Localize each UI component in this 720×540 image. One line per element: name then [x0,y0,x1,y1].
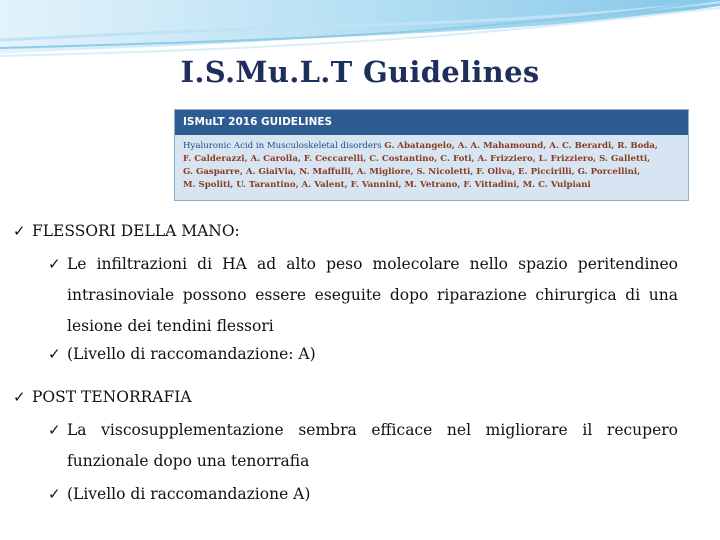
section-text-flessori: ✓ Le infiltrazioni di HA ad alto peso molecolare nello spazio peritendineo intrasinoviale possono essere eseguite dopo riparazione chirurgica di una lesione dei tendini flessori [48,249,678,342]
card-topic: Hyaluronic Acid in Musculoskeletal disorders [183,141,382,151]
section-level-post-tenorrafia: ✓ (Livello di raccomandazione A) [48,479,678,510]
checkmark-icon: ✓ [48,485,61,503]
card-authors-line-3: G. Gasparre, A. GiaiVia, N. Maffulli, A. Migliore, S. Nicoletti, F. Oliva, E. Piccirilli, G. Porcellini, [183,167,641,177]
checkmark-icon: ✓ [13,222,26,240]
section-text-post-tenorrafia: ✓ La viscosupplementazione sembra efficace nel migliorare il recupero funzionale dopo una tenorrafia [48,415,678,477]
checkmark-icon: ✓ [48,345,61,363]
card-header: ISMuLT 2016 GUIDELINES [175,110,688,135]
section-heading-flessori: ✓ FLESSORI DELLA MANO: [13,216,240,247]
card-body [175,135,688,192]
card-authors-line-1: G. Abatangelo, A. A. Mahamound, A. C. Berardi, R. Boda, [384,141,658,151]
guidelines-citation-card [174,109,689,201]
checkmark-icon: ✓ [48,255,61,273]
card-line-1 [183,140,680,153]
checkmark-icon: ✓ [13,388,26,406]
page-title: I.S.Mu.L.T Guidelines [180,55,540,89]
section-level-flessori: ✓ (Livello di raccomandazione: A) [48,339,678,370]
card-authors-line-2: F. Calderazzi, A. Carolla, F. Ceccarelli, C. Costantino, C. Foti, A. Frizziero, L. Frizziero, S. Galletti, [183,154,651,164]
section-heading-post-tenorrafia: ✓ POST TENORRAFIA [13,382,192,413]
checkmark-icon: ✓ [48,421,61,439]
card-authors-line-4: M. Spoliti, U. Tarantino, A. Valent, F. Vannini, M. Vetrano, F. Vittadini, M. C. Vulpiani [183,180,591,190]
